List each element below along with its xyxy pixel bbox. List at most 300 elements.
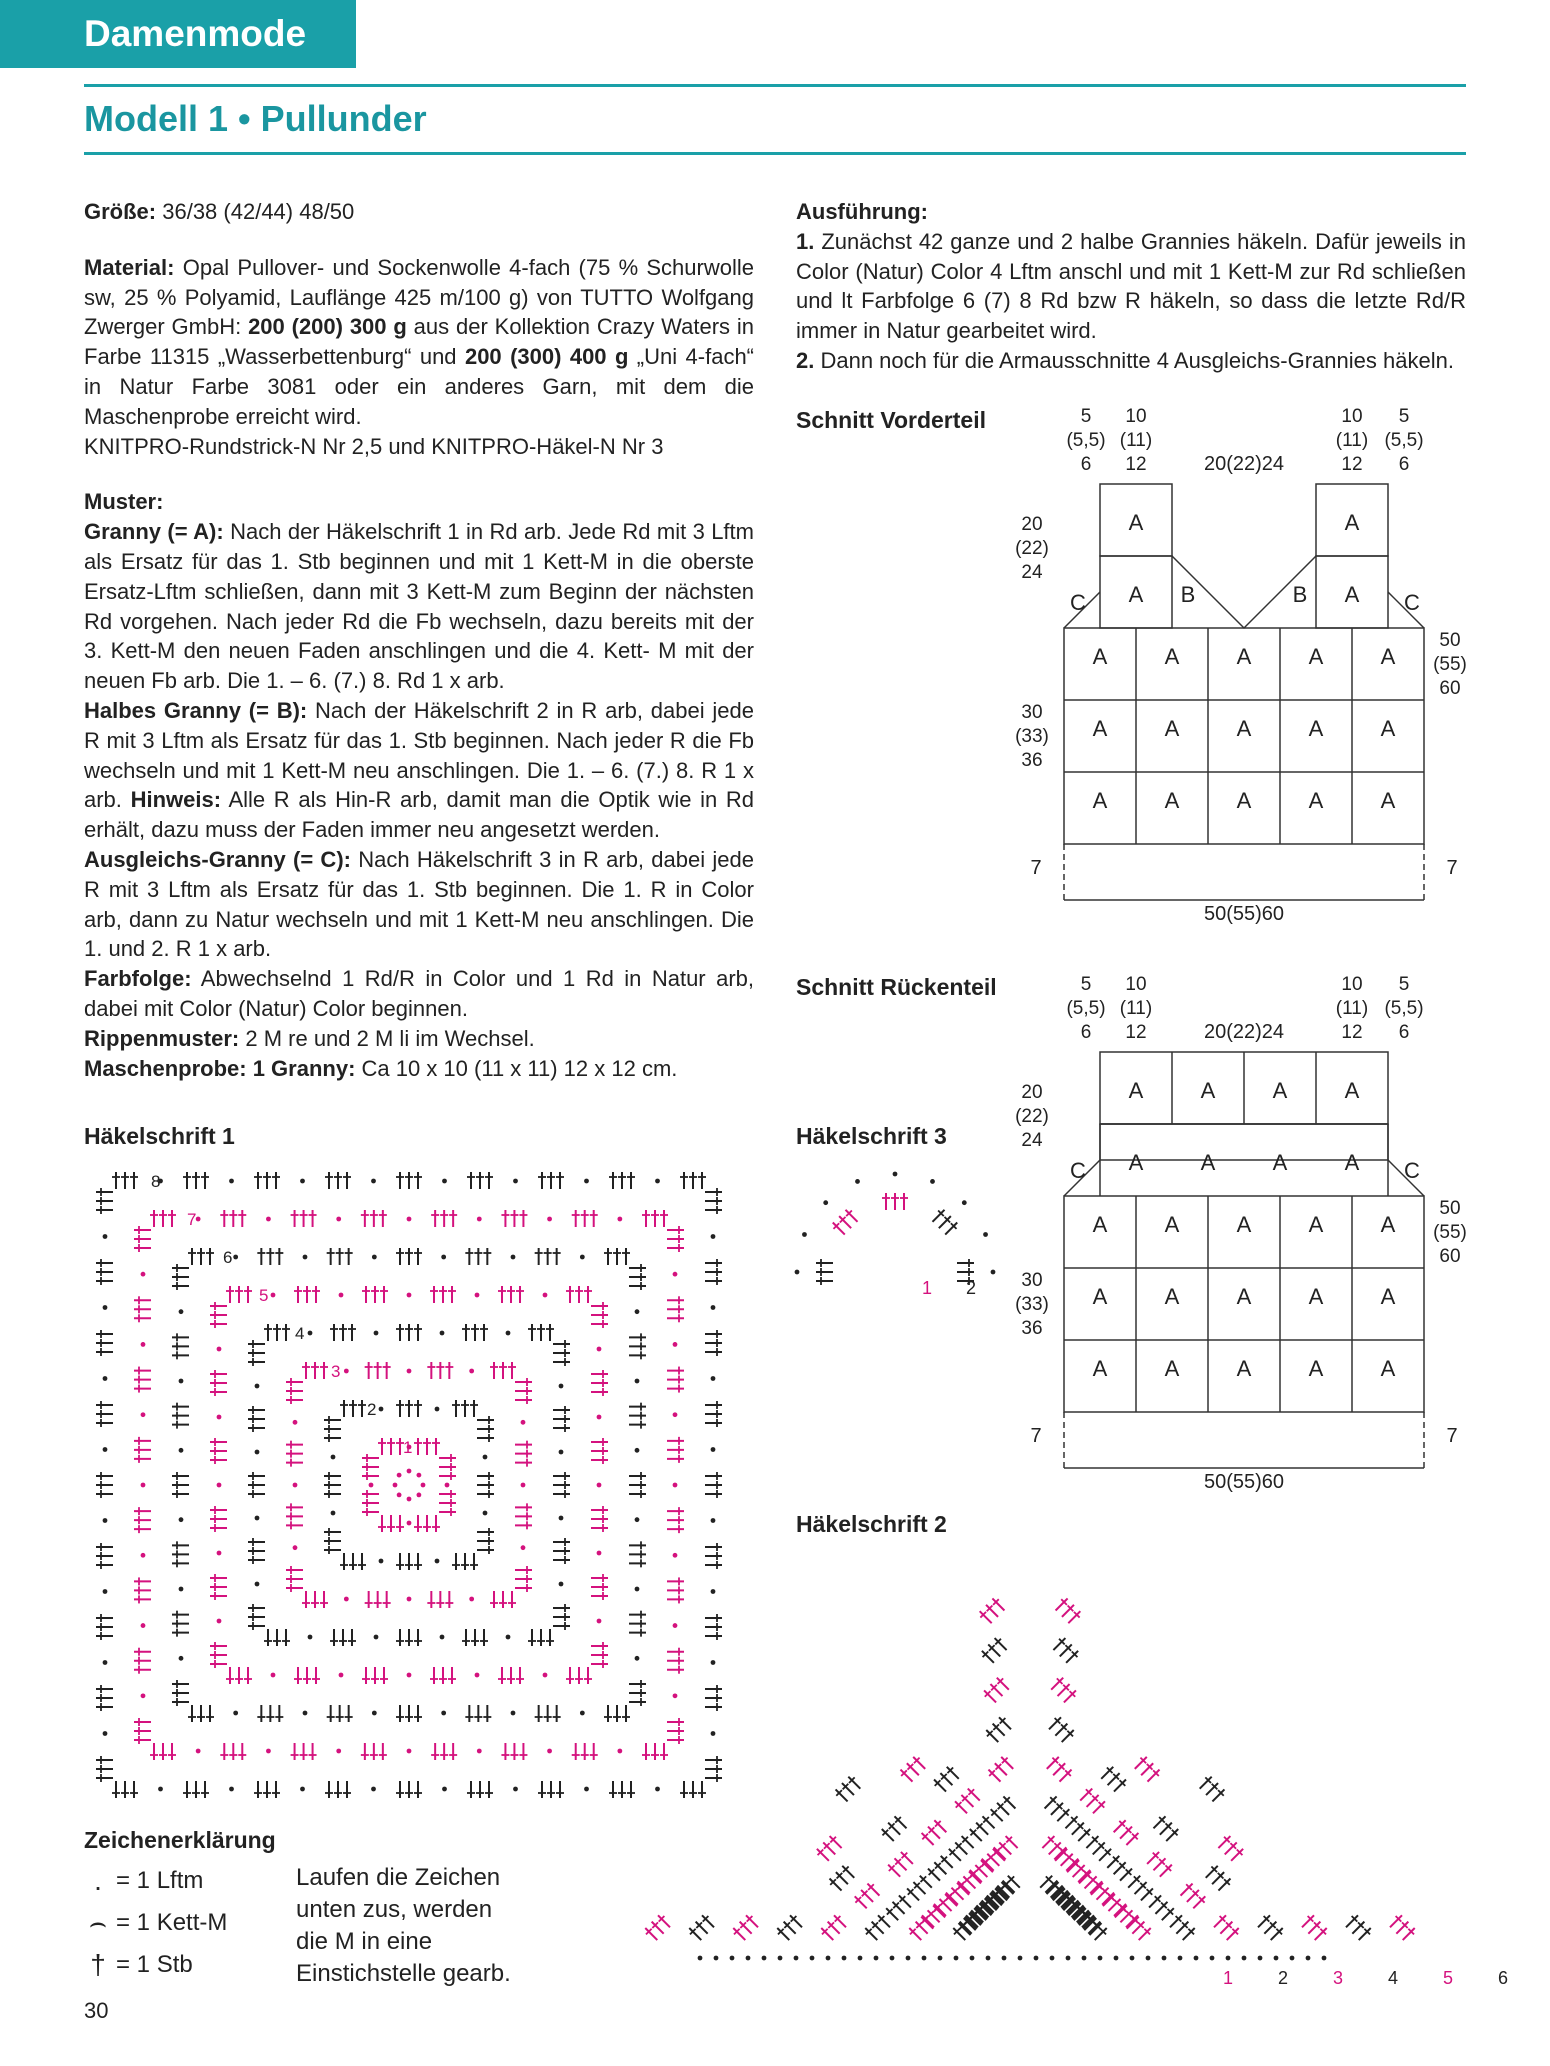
stitch-group bbox=[396, 1629, 422, 1646]
chain-dot bbox=[229, 1179, 234, 1184]
stitch-group bbox=[327, 1248, 353, 1265]
front-half-granny-b: B bbox=[1292, 582, 1308, 607]
chain-dot bbox=[635, 1309, 640, 1314]
svg-text:10: 10 bbox=[1341, 406, 1363, 427]
stitch-group bbox=[1111, 1817, 1141, 1847]
chain-dot bbox=[233, 1711, 238, 1716]
stitch-group bbox=[226, 1286, 252, 1303]
legend-text: = 1 Stb bbox=[116, 1951, 193, 1978]
back-granny-a: A bbox=[1308, 1284, 1324, 1309]
chain-dot bbox=[416, 1492, 421, 1497]
left-column bbox=[84, 197, 754, 1083]
chain-dot bbox=[1018, 1956, 1023, 1961]
front-granny-a: A bbox=[1164, 788, 1180, 813]
chain-dot bbox=[1178, 1956, 1183, 1961]
chain-dot bbox=[698, 1956, 703, 1961]
stitch-group bbox=[96, 1188, 113, 1214]
stitch-group bbox=[430, 1667, 456, 1684]
chain-dot bbox=[441, 1255, 446, 1260]
row-number: 6 bbox=[1498, 1968, 1509, 1988]
stitch-group bbox=[294, 1286, 320, 1303]
chain-dot bbox=[986, 1956, 991, 1961]
ausgleich-paragraph: Ausgleichs-Granny (= C): Nach Häkelschrift 3 in R arb, dabei jede R mit 3 Lftm als Ersatz für das 1. Stb beginnen. Die 1. R in Color arb, dann zu Natur wechseln und mit 1 Kett-M neu anschlingen. Die 1. und 2. R 1 x arb. bbox=[84, 846, 755, 962]
stitch-group bbox=[1343, 1912, 1373, 1942]
chain-dot bbox=[103, 1376, 108, 1381]
back-granny-a: A bbox=[1344, 1150, 1360, 1175]
stitch-group bbox=[1216, 1833, 1246, 1863]
svg-text:5: 5 bbox=[1398, 974, 1410, 995]
chain-dot bbox=[475, 1673, 480, 1678]
front-granny-a: A bbox=[1308, 716, 1324, 741]
stitch-group bbox=[604, 1248, 630, 1265]
chain-dot bbox=[1146, 1956, 1151, 1961]
stitch-group bbox=[210, 1574, 227, 1600]
chain-dot bbox=[266, 1749, 271, 1754]
round-number: 2 bbox=[367, 1400, 377, 1419]
stitch-group bbox=[553, 1406, 570, 1432]
chain-dot bbox=[372, 1255, 377, 1260]
chain-dot bbox=[802, 1232, 807, 1237]
stitch-group bbox=[705, 1472, 722, 1498]
stitch-group bbox=[1178, 1881, 1208, 1911]
stitch-group bbox=[946, 1833, 976, 1863]
stitch-group bbox=[325, 1781, 351, 1798]
stitch-group bbox=[291, 1743, 317, 1760]
chain-dot bbox=[543, 1673, 548, 1678]
stitch-group bbox=[286, 1378, 303, 1404]
front-granny-a: A bbox=[1236, 716, 1252, 741]
stitch-group bbox=[498, 1286, 524, 1303]
chain-dot bbox=[141, 1412, 146, 1417]
stitch-group bbox=[362, 1286, 388, 1303]
stitch-group bbox=[362, 1667, 388, 1684]
chain-dot bbox=[336, 1217, 341, 1222]
back-top-mid: 20(22)24 bbox=[1203, 1021, 1285, 1043]
stitch-group bbox=[286, 1441, 303, 1467]
legend-item bbox=[80, 1902, 300, 1944]
back-rib-right: 7 bbox=[1446, 1425, 1458, 1447]
stitch-group bbox=[257, 1248, 283, 1265]
stitch-group bbox=[553, 1538, 570, 1564]
chain-dot bbox=[823, 1200, 828, 1205]
stitch-group bbox=[286, 1503, 303, 1529]
svg-text:5: 5 bbox=[1398, 406, 1410, 427]
stitch-group bbox=[774, 1912, 804, 1942]
chain-dot bbox=[141, 1483, 146, 1488]
stitch-group bbox=[885, 1849, 915, 1879]
stitch-group bbox=[172, 1472, 189, 1498]
stitch-group bbox=[96, 1330, 113, 1356]
chain-dot bbox=[730, 1956, 735, 1961]
chain-dot bbox=[521, 1483, 526, 1488]
stitch-group bbox=[134, 1718, 151, 1744]
needles-line: KNITPRO-Rundstrick-N Nr 2,5 und KNITPRO-Häkel-N Nr 3 bbox=[84, 433, 664, 459]
stitch-group bbox=[210, 1642, 227, 1668]
chain-dot bbox=[1210, 1956, 1215, 1961]
chain-dot bbox=[1322, 1956, 1327, 1961]
stitch-group bbox=[925, 1853, 955, 1883]
stitch-group bbox=[1098, 1764, 1128, 1794]
chain-dot bbox=[103, 1589, 108, 1594]
chain-dot bbox=[483, 1455, 488, 1460]
chain-dot bbox=[842, 1956, 847, 1961]
back-granny-a: A bbox=[1236, 1284, 1252, 1309]
front-schematic-title: Schnitt Vorderteil bbox=[796, 407, 986, 433]
chain-dot bbox=[597, 1415, 602, 1420]
front-granny-a: A bbox=[1236, 788, 1252, 813]
stitch-group bbox=[325, 1172, 351, 1189]
chain-dot bbox=[217, 1619, 222, 1624]
muster-heading: Muster: bbox=[84, 489, 164, 515]
svg-text:5: 5 bbox=[1080, 974, 1092, 995]
stitch-group bbox=[609, 1172, 635, 1189]
front-granny-a: A bbox=[1308, 644, 1324, 669]
legend-item bbox=[80, 1944, 300, 1986]
stitch-group bbox=[898, 1754, 928, 1784]
front-granny-a: A bbox=[1236, 644, 1252, 669]
chain-dot bbox=[521, 1420, 526, 1425]
stitch-group bbox=[134, 1577, 151, 1603]
back-granny-a: A bbox=[1272, 1150, 1288, 1175]
chain-dot bbox=[255, 1516, 260, 1521]
stitch-group bbox=[150, 1743, 176, 1760]
stitch-group bbox=[96, 1259, 113, 1285]
svg-text:24: 24 bbox=[1021, 1130, 1043, 1151]
stitch-group bbox=[538, 1781, 564, 1798]
chain-dot bbox=[103, 1305, 108, 1310]
stitch-group bbox=[96, 1401, 113, 1427]
chain-dot bbox=[233, 1255, 238, 1260]
stitch-group bbox=[465, 1248, 491, 1265]
chain-dot bbox=[954, 1956, 959, 1961]
stitch-group bbox=[452, 1400, 478, 1417]
stitch-group bbox=[667, 1226, 684, 1252]
stitch-group bbox=[827, 1863, 857, 1893]
stitch-group bbox=[515, 1503, 532, 1529]
chain-dot bbox=[483, 1511, 488, 1516]
stitch-group bbox=[515, 1378, 532, 1404]
stitch-group bbox=[535, 1248, 561, 1265]
step-1: 1. Zunächst 42 ganze und 2 halbe Grannies häkeln. Dafür jeweils in Color (Natur) Color 4 Lftm anschl und mit 1 Kett-M zur Rd schließen und lt Farbfolge 6 (7) 8 Rd bzw R häkeln, so dass die letzte Rd/R immer in Natur gearbeitet wird. bbox=[796, 228, 1466, 344]
stitch-group bbox=[642, 1210, 668, 1227]
stitch-group bbox=[396, 1781, 422, 1798]
stitch-group bbox=[414, 1438, 440, 1455]
chain-dot bbox=[339, 1293, 344, 1298]
stitch-group bbox=[879, 1813, 909, 1843]
section-tab: Damenmode bbox=[0, 0, 356, 68]
stitch-group bbox=[730, 1912, 760, 1942]
stitch-group bbox=[340, 1400, 366, 1417]
stitch-group bbox=[362, 1490, 379, 1516]
stitch-group bbox=[220, 1743, 246, 1760]
stitch-group bbox=[528, 1324, 554, 1341]
chain-dot bbox=[407, 1597, 412, 1602]
svg-text:6: 6 bbox=[1080, 1022, 1092, 1043]
chain-dot bbox=[962, 1200, 967, 1205]
stitch-group bbox=[1044, 1754, 1074, 1784]
chain-dot bbox=[300, 1179, 305, 1184]
round-number: 3 bbox=[331, 1362, 341, 1381]
chain-dot bbox=[855, 1179, 860, 1184]
stitch-group bbox=[188, 1705, 214, 1722]
chain-dot bbox=[445, 1483, 450, 1488]
chain-dot bbox=[440, 1331, 445, 1336]
chain-dot bbox=[407, 1673, 412, 1678]
back-granny-a: A bbox=[1236, 1356, 1252, 1381]
svg-text:(11): (11) bbox=[1335, 430, 1369, 451]
stitch-group bbox=[705, 1401, 722, 1427]
stitch-group bbox=[931, 1764, 961, 1794]
chain-dot bbox=[930, 1179, 935, 1184]
round-number: 8 bbox=[151, 1172, 161, 1191]
stitch-group bbox=[591, 1302, 608, 1328]
stitch-group bbox=[538, 1172, 564, 1189]
front-granny-a: A bbox=[1380, 788, 1396, 813]
front-rib-left: 7 bbox=[1030, 857, 1042, 879]
stitch-group bbox=[439, 1490, 456, 1516]
svg-text:24: 24 bbox=[1021, 562, 1043, 583]
stitch-group bbox=[816, 1259, 833, 1285]
front-granny-a: A bbox=[1380, 644, 1396, 669]
chain-dot bbox=[255, 1582, 260, 1587]
legend-item bbox=[80, 1860, 300, 1902]
chain-dot bbox=[906, 1956, 911, 1961]
back-granny-a: A bbox=[1272, 1078, 1288, 1103]
stitch-group bbox=[324, 1528, 341, 1554]
stitch-group bbox=[302, 1591, 328, 1608]
stitch-group bbox=[930, 1207, 960, 1237]
back-granny-a: A bbox=[1092, 1212, 1108, 1237]
chart3-title: Häkelschrift 3 bbox=[796, 1123, 947, 1149]
chain-dot bbox=[778, 1956, 783, 1961]
chain-dot bbox=[893, 1172, 898, 1177]
back-granny-a: A bbox=[1164, 1212, 1180, 1237]
crochet-chart-3 bbox=[790, 1160, 1000, 1300]
stitch-group bbox=[1132, 1754, 1162, 1784]
stitch-group bbox=[172, 1611, 189, 1637]
stitch-group bbox=[981, 1675, 1011, 1705]
chain-dot bbox=[217, 1415, 222, 1420]
back-ausgleich-c: C bbox=[1404, 1158, 1420, 1183]
back-granny-a: A bbox=[1092, 1356, 1108, 1381]
stitch-group bbox=[294, 1667, 320, 1684]
stitch-group bbox=[172, 1680, 189, 1706]
stitch-group bbox=[324, 1472, 341, 1498]
svg-text:12: 12 bbox=[1125, 1022, 1147, 1043]
stitch-group bbox=[705, 1188, 722, 1214]
stitch-group bbox=[264, 1629, 290, 1646]
chain-dot bbox=[559, 1516, 564, 1521]
back-granny-a: A bbox=[1380, 1284, 1396, 1309]
stitch-group bbox=[462, 1629, 488, 1646]
chain-dot bbox=[255, 1384, 260, 1389]
stitch-group bbox=[629, 1264, 646, 1290]
chain-dot bbox=[714, 1956, 719, 1961]
chain-dot bbox=[266, 1217, 271, 1222]
stitch-group bbox=[986, 1754, 1016, 1784]
chain-dot bbox=[858, 1956, 863, 1961]
stitch-group bbox=[431, 1210, 457, 1227]
half-granny-paragraph: Halbes Granny (= B): Nach der Häkelschrift 2 in R arb, dabei jede R mit 3 Lftm als Ersatz für das 1. Stb beginnen. Nach jeder R die Fb wechseln und mit 1 Kett-M neu anschlingen. Die 1. – 6. (7.) 8. R 1 x arb. Hinweis: Alle R als Hin-R arb, damit man die Optik wie in Rd erhält, dazu muss der Faden immer neu angesetzt werden. bbox=[84, 697, 754, 843]
back-granny-a: A bbox=[1128, 1078, 1144, 1103]
stitch-group bbox=[1255, 1912, 1285, 1942]
stitch-group bbox=[378, 1515, 404, 1532]
row-number: 2 bbox=[1278, 1968, 1289, 1988]
svg-text:12: 12 bbox=[1125, 454, 1147, 475]
stitch-group bbox=[591, 1438, 608, 1464]
svg-text:10: 10 bbox=[1341, 974, 1363, 995]
chain-dot bbox=[393, 1483, 398, 1488]
back-granny-a: A bbox=[1092, 1284, 1108, 1309]
chain-dot bbox=[1130, 1956, 1135, 1961]
stitch-group bbox=[150, 1210, 176, 1227]
stitch-group bbox=[134, 1296, 151, 1322]
stitch-group bbox=[1167, 1912, 1197, 1942]
chain-dot bbox=[711, 1447, 716, 1452]
stitch-group bbox=[705, 1259, 722, 1285]
stitch-group bbox=[134, 1437, 151, 1463]
chain-dot bbox=[711, 1376, 716, 1381]
chain-dot bbox=[421, 1483, 426, 1488]
front-half-granny-b: B bbox=[1180, 582, 1196, 607]
stitch-group bbox=[1084, 1833, 1114, 1863]
stitch-group bbox=[134, 1226, 151, 1252]
stitch-group bbox=[172, 1264, 189, 1290]
svg-text:20: 20 bbox=[1021, 514, 1043, 535]
stitch-group bbox=[396, 1324, 422, 1341]
front-granny-a: A bbox=[1128, 510, 1144, 535]
svg-text:50: 50 bbox=[1439, 1198, 1461, 1219]
stitch-group bbox=[324, 1416, 341, 1442]
stitch-group bbox=[210, 1302, 227, 1328]
step-2: 2. Dann noch für die Armausschnitte 4 Ausgleichs-Grannies häkeln. bbox=[796, 347, 1454, 373]
chain-dot bbox=[397, 1473, 402, 1478]
stitch-group bbox=[1203, 1863, 1233, 1893]
chain-dot bbox=[374, 1635, 379, 1640]
chain-dot bbox=[300, 1787, 305, 1792]
chain-dot bbox=[580, 1711, 585, 1716]
stitch-group bbox=[1197, 1774, 1227, 1804]
front-granny-a: A bbox=[1092, 716, 1108, 741]
stitch-group bbox=[919, 1817, 949, 1847]
front-granny-a: A bbox=[1092, 788, 1108, 813]
stitch-group bbox=[830, 1207, 860, 1237]
stitch-group bbox=[172, 1333, 189, 1359]
chain-dot bbox=[371, 1787, 376, 1792]
stitch-group bbox=[430, 1286, 456, 1303]
chain-dot bbox=[158, 1787, 163, 1792]
stitch-group bbox=[96, 1685, 113, 1711]
svg-text:60: 60 bbox=[1439, 1246, 1461, 1267]
chain-dot bbox=[103, 1234, 108, 1239]
stitch-group bbox=[172, 1403, 189, 1429]
chain-dot bbox=[547, 1749, 552, 1754]
stitch-group bbox=[414, 1515, 440, 1532]
stitch-group bbox=[112, 1172, 138, 1189]
stitch-group bbox=[210, 1506, 227, 1532]
chain-dot bbox=[407, 1497, 412, 1502]
chain-dot bbox=[336, 1749, 341, 1754]
chain-dot bbox=[141, 1342, 146, 1347]
stitch-group bbox=[1042, 1794, 1072, 1824]
chain-dot bbox=[369, 1483, 374, 1488]
stitch-group bbox=[1063, 1813, 1093, 1843]
front-granny-a: A bbox=[1164, 716, 1180, 741]
stitch-group bbox=[439, 1454, 456, 1480]
stitch-group bbox=[1053, 1596, 1083, 1626]
chain-dot bbox=[442, 1787, 447, 1792]
svg-text:12: 12 bbox=[1341, 1022, 1363, 1043]
stitch-group bbox=[361, 1210, 387, 1227]
stitch-group bbox=[467, 1172, 493, 1189]
chain-dot bbox=[440, 1635, 445, 1640]
stitch-group bbox=[852, 1881, 882, 1911]
stitch-group bbox=[952, 1786, 982, 1816]
back-granny-a: A bbox=[1344, 1078, 1360, 1103]
chain-dot bbox=[655, 1179, 660, 1184]
svg-text:(5,5): (5,5) bbox=[1066, 998, 1106, 1019]
front-ausgleich-c: C bbox=[1404, 590, 1420, 615]
stitch-group bbox=[1387, 1912, 1417, 1942]
stitch-group bbox=[667, 1296, 684, 1322]
svg-text:36: 36 bbox=[1021, 750, 1043, 771]
stitch-group bbox=[904, 1873, 934, 1903]
back-schematic-title: Schnitt Rückenteil bbox=[796, 974, 997, 1000]
chain-dot bbox=[407, 1217, 412, 1222]
stitch-group bbox=[883, 1893, 913, 1923]
back-granny-a: A bbox=[1200, 1150, 1216, 1175]
stitch-group bbox=[183, 1781, 209, 1798]
stitch-group bbox=[501, 1210, 527, 1227]
chain-dot bbox=[407, 1749, 412, 1754]
svg-text:(55): (55) bbox=[1433, 654, 1467, 675]
stitch-group bbox=[490, 1591, 516, 1608]
stitch-group bbox=[330, 1324, 356, 1341]
chain-dot bbox=[673, 1272, 678, 1277]
stitch-group bbox=[629, 1472, 646, 1498]
stitch-group bbox=[572, 1210, 598, 1227]
page-number: 30 bbox=[84, 1998, 109, 2023]
front-granny-a: A bbox=[1128, 582, 1144, 607]
stitch-group bbox=[220, 1210, 246, 1227]
stitch-group bbox=[862, 1912, 892, 1942]
svg-text:30: 30 bbox=[1021, 1270, 1043, 1291]
legend-symbol: ⌢ bbox=[88, 1906, 108, 1938]
chain-dot bbox=[762, 1956, 767, 1961]
chain-dot bbox=[746, 1956, 751, 1961]
chain-dot bbox=[344, 1597, 349, 1602]
stitch-group bbox=[477, 1528, 494, 1554]
chart2-title: Häkelschrift 2 bbox=[796, 1511, 947, 1537]
stitch-group bbox=[396, 1248, 422, 1265]
chain-dot bbox=[308, 1635, 313, 1640]
stitch-group bbox=[977, 1596, 1007, 1626]
legend-title: Zeichenerklärung bbox=[84, 1827, 276, 1853]
stitch-group bbox=[566, 1286, 592, 1303]
stitch-group bbox=[642, 1912, 672, 1942]
stitch-group bbox=[183, 1172, 209, 1189]
chain-dot bbox=[407, 1293, 412, 1298]
stitch-group bbox=[365, 1591, 391, 1608]
back-granny-a: A bbox=[1164, 1284, 1180, 1309]
stitch-group bbox=[833, 1774, 863, 1804]
stitch-group bbox=[667, 1367, 684, 1393]
stitch-group bbox=[431, 1743, 457, 1760]
chain-dot bbox=[379, 1559, 384, 1564]
stitch-group bbox=[501, 1743, 527, 1760]
stitch-group bbox=[1211, 1912, 1241, 1942]
chain-dot bbox=[407, 1369, 412, 1374]
